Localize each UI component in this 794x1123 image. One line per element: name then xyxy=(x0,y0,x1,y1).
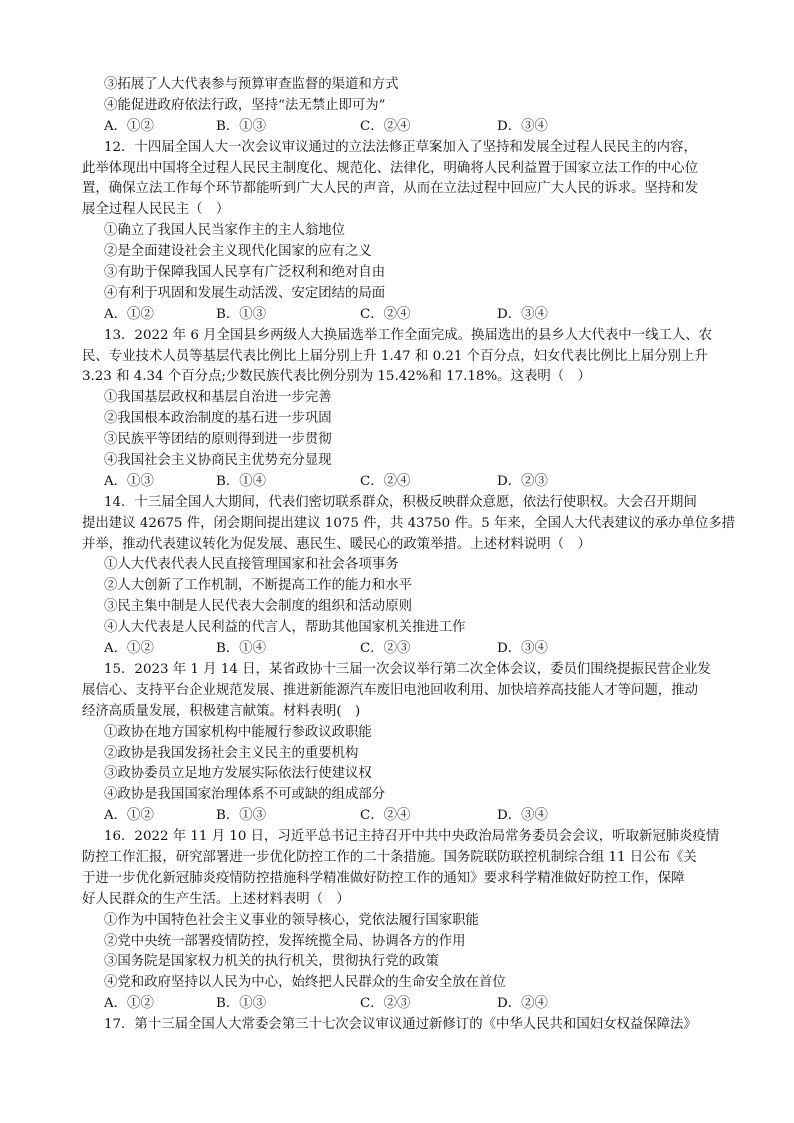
question-17 xyxy=(82,1015,722,1036)
choice-d: D．③④ xyxy=(497,808,548,824)
question-11-tail xyxy=(82,75,722,138)
option-1: ①人大代表代表人民直接管理国家和社会各项事务 xyxy=(104,557,399,573)
option-3: ③民主集中制是人民代表大会制度的组织和活动原则 xyxy=(104,599,412,615)
question-12 xyxy=(82,138,722,326)
question-stem-line: 防控工作汇报，研究部署进一步优化防控工作的二十条措施。国务院联防联控机制综合组 11 日公布《关 xyxy=(82,849,697,865)
choice-d: D．③④ xyxy=(497,118,548,134)
choice-d: D．②④ xyxy=(497,996,548,1012)
choice-a: A．①② xyxy=(104,808,154,824)
option-2: ②人大创新了工作机制，不断提高工作的能力和水平 xyxy=(104,578,412,594)
choice-a: A．①② xyxy=(104,996,154,1012)
choice-a: A．①② xyxy=(104,306,154,322)
question-stem-line: 16．2022 年 11 月 10 日，习近平总书记主持召开中共中央政治局常务委员会会议，听取新冠肺炎疫情 xyxy=(104,829,720,845)
answer-choices xyxy=(82,994,722,1015)
choice-d: D．③④ xyxy=(497,306,548,322)
answer-choices xyxy=(82,639,722,660)
option-1: ①政协在地方国家机构中能履行参政议政职能 xyxy=(104,724,372,740)
choice-b: B．①③ xyxy=(216,996,267,1012)
option-4: ④人大代表是人民利益的代言人，帮助其他国家机关推进工作 xyxy=(104,620,466,636)
question-stem-line: 3.23 和 4.34 个百分点;少数民族代表比例分别为 15.42%和 17.18%。这表明（ ） xyxy=(82,369,591,385)
question-14 xyxy=(82,493,736,660)
option-4: ④我国社会主义协商民主优势充分显现 xyxy=(104,453,332,469)
question-stem-line: 好人民群众的生产生活。上述材料表明（ ） xyxy=(82,891,350,907)
choice-c: C．②④ xyxy=(360,473,411,489)
question-stem-line: 15．2023 年 1 月 14 日，某省政协十三届一次会议举行第二次全体会议，委员们围绕提振民营企业发 xyxy=(104,661,711,677)
choice-b: B．①④ xyxy=(216,473,267,489)
question-stem-line: 经济高质量发展，积极建言献策。材料表明( ) xyxy=(82,703,361,719)
option-2: ②是全面建设社会主义现代化国家的应有之义 xyxy=(104,244,372,260)
choice-b: B．①③ xyxy=(216,306,267,322)
choice-a: A．①② xyxy=(104,641,154,657)
choice-c: C．②④ xyxy=(360,118,411,134)
question-stem-line: 并举，推动代表建议转化为促发展、惠民生、暖民心的政策举措。上述材料说明（ ） xyxy=(82,536,591,552)
option-4: ④政协是我国国家治理体系不可或缺的组成部分 xyxy=(104,787,386,803)
choice-d: D．③④ xyxy=(497,641,548,657)
option-3: ③有助于保障我国人民享有广泛权利和绝对自由 xyxy=(104,265,386,281)
question-13 xyxy=(82,326,722,493)
question-stem-line: 置，确保立法工作每个环节都能听到广大人民的声音，从而在立法过程中回应广大人民的诉求。坚持和发 xyxy=(82,181,698,197)
option-1: ①确立了我国人民当家作主的主人翁地位 xyxy=(104,223,346,239)
choice-d: D．②③ xyxy=(497,473,548,489)
option-2: ②政协是我国发扬社会主义民主的重要机构 xyxy=(104,745,359,761)
choice-c: C．②④ xyxy=(360,306,411,322)
question-stem-line: 展信心、支持平台企业规范发展、推进新能源汽车废旧电池回收利用、加快培养高技能人才等问题，推动 xyxy=(82,682,698,698)
choice-b: B．①③ xyxy=(216,118,267,134)
choice-b: B．①④ xyxy=(216,641,267,657)
question-stem-line: 民、专业技术人员等基层代表比例比上届分别上升 1.47 和 0.21 个百分点，妇女代表比例比上届分别上升 xyxy=(82,348,708,364)
choice-a: A．①③ xyxy=(104,473,154,489)
choice-c: C．②③ xyxy=(360,641,411,657)
option-4: ④能促进政府依法行政，坚持“法无禁止即可为” xyxy=(104,97,386,113)
option-2: ②党中央统一部署疫情防控，发挥统揽全局、协调各方的作用 xyxy=(104,933,466,949)
option-3: ③拓展了人大代表参与预算审查监督的渠道和方式 xyxy=(104,77,399,92)
question-stem-line: 展全过程人民民主（ ） xyxy=(82,202,230,218)
choice-c: C．②④ xyxy=(360,808,411,824)
question-16 xyxy=(82,827,722,1015)
question-stem-line: 此举体现出中国将全过程人民民主制度化、规范化、法律化，明确将人民利益置于国家立法工作的中心位 xyxy=(82,160,698,176)
question-stem-line: 13．2022 年 6 月全国县乡两级人大换届选举工作全面完成。换届选出的县乡人大代表中一线工人、农 xyxy=(104,327,713,343)
option-4: ④党和政府坚持以人民为中心，始终把人民群众的生命安全放在首位 xyxy=(104,975,506,991)
question-stem-line: 14．十三届全国人大期间，代表们密切联系群众，积极反映群众意愿，依法行使职权。大会召开期间 xyxy=(104,494,697,510)
choice-b: B．①③ xyxy=(216,808,267,824)
answer-choices xyxy=(82,806,722,827)
option-3: ③政协委员立足地方发展实际依法行使建议权 xyxy=(104,766,372,782)
choice-a: A．①② xyxy=(104,118,154,134)
question-stem-line: 于进一步优化新冠肺炎疫情防控措施科学精准做好防控工作的通知》要求科学精准做好防控工作，保障 xyxy=(82,870,685,886)
option-2: ②我国根本政治制度的基石进一步巩固 xyxy=(104,411,332,427)
option-1: ①我国基层政权和基层自治进一步完善 xyxy=(104,390,332,406)
answer-choices xyxy=(82,305,722,326)
question-stem-line: 17．第十三届全国人大常委会第三十七次会议审议通过新修订的《中华人民共和国妇女权益保障法》 xyxy=(104,1017,697,1033)
choice-c: C．②③ xyxy=(360,996,411,1012)
option-1: ①作为中国特色社会主义事业的领导核心，党依法履行国家职能 xyxy=(104,912,479,928)
answer-choices xyxy=(82,117,722,138)
question-stem-line: 12．十四届全国人大一次会议审议通过的立法法修正草案加入了坚持和发展全过程人民民主的内容， xyxy=(104,139,697,155)
question-stem-line: 提出建议 42675 件，闭会期间提出建议 1075 件，共 43750 件。5 年来，全国人大代表建议的承办单位多措 xyxy=(82,515,736,531)
option-3: ③民族平等团结的原则得到进一步贯彻 xyxy=(104,432,332,448)
page-content xyxy=(82,75,736,1036)
option-3: ③国务院是国家权力机关的执行机关，贯彻执行党的政策 xyxy=(104,954,439,970)
answer-choices xyxy=(82,472,722,493)
option-4: ④有利于巩固和发展生动活泼、安定团结的局面 xyxy=(104,285,386,301)
question-15 xyxy=(82,660,722,827)
